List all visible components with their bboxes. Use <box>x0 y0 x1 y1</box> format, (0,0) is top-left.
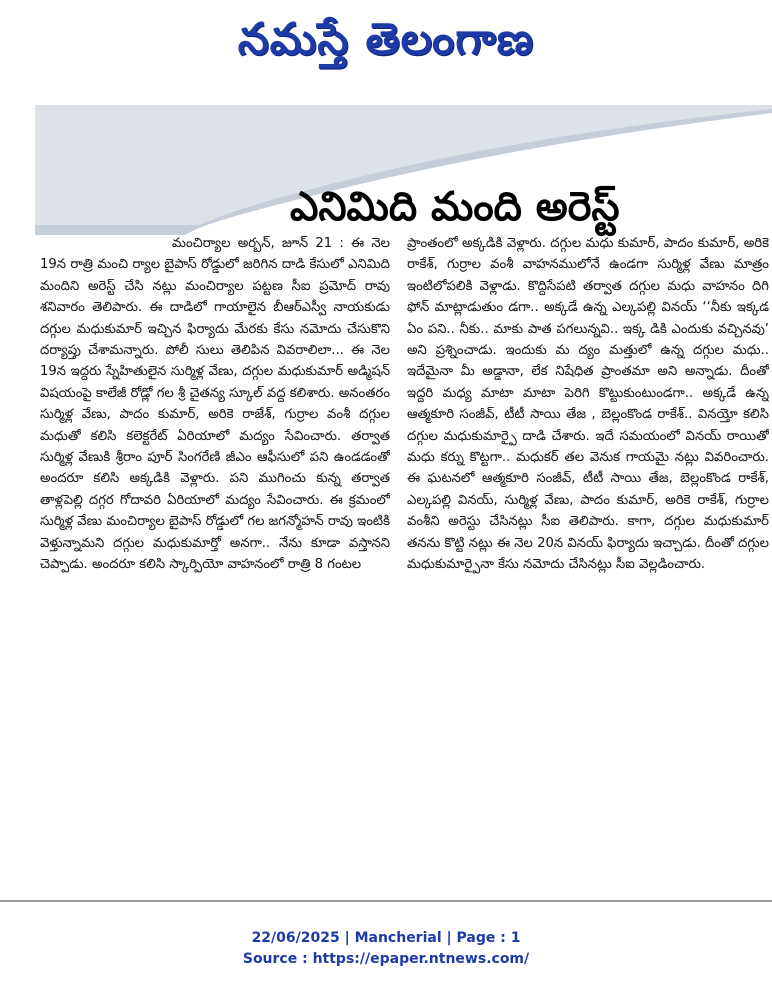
edition-info: 22/06/2025 | Mancherial | Page : 1 <box>251 930 521 946</box>
article-text-left: మంచిర్యాల అర్బన్, జూన్ 21 : ఈ నెల 19న రాత్రి మంచి ర్యాల బైపాస్ రోడ్డులో జరిగిన దాడి కేసులో ఎనిమిది మందిని అరెస్ట్ చేసి నట్లు మంచిర్యాల పట్టణ సీఐ ప్రమోద్ రావు శనివారం తెలిపారు. ఈ దాడిలో గాయాలైన బీఆర్ఎస్వీ నాయకుడు దగ్గుల మధుకుమార్ ఇచ్చిన ఫిర్యాదు మేరకు కేసు నమోదు చేసుకొని దర్యాప్తు చేశామన్నారు. పోలీ సులు తెలిపిన వివరాలిలా... ఈ నెల 19న ఇద్దరు స్నేహితులైన సుర్మిళ్ల వేణు, దగ్గుల మధుకుమార్ అడ్మిషన్ విషయంపై కాలేజీ రోడ్లో గల శ్రీ చైతన్య స్కూల్ వద్ద కలిశారు. అనంతరం సుర్మిళ్ల వేణు, పాదం కుమార్, అరికె రాజేశ్, గుర్రాల వంశీ దగ్గుల మధుతో కలిసి కలెక్టరేట్ ఏరియాలో మద్యం సేవించారు. తర్వాత సుర్మిళ్ల వేణుకి శ్రీరాం పూర్ సింగరేణి జీఎం ఆఫీసులో పని ఉండడంతో అందరూ కలిసి అక్కడికి వెళ్లారు. పని ముగించు కున్న తర్వాత తాళ్లపెల్లి దగ్గర గోదావరి ఏరియాలో మద్యం సేవించారు. ఈ క్రమంలో సుర్మిళ్ల వేణు మంచిర్యాల బైపాస్ రోడ్డులో గల జగన్మోహన్ రావు ఇంటికి వెళ్తున్నామని దగ్గుల మధుకుమార్తో అనగా.. నేను కూడా వస్తానని చెప్పాడు. అందరూ కలిసి స్కార్పియో వాహనంలో రాత్రి 8 గంటల <box>40 236 390 573</box>
article-text-right: ప్రాంతంలో అక్కడికి వెళ్లారు. దగ్గుల మధు కుమార్, పాదం కుమార్, అరికె రాకేశ్, గుర్రాల వంశీ వాహనములోనే ఉండగా సుర్మిళ్ల వేణు మాత్రం ఇంటిలోపలికి వెళ్లాడు. కొద్దిసేపటి తర్వాత దగ్గుల మధు వాహనం దిగి ఫోన్ మాట్లాడుతుం డగా.. అక్కడే ఉన్న ఎల్కపల్లి వినయ్ ‘‘నీకు ఇక్కడ ఏం పని.. నీకు.. మాకు పాత పగలున్నవి.. ఇక్క డికి ఎందుకు వచ్చినవు’ అని ప్రశ్నించాడు. ఇందుకు మ ద్యం మత్తులో ఉన్న దగ్గుల మధు.. ఇదేమైనా మీ అడ్డానా, లేక నిషేధిత ప్రాంతమా అని అన్నాడు. దీంతో ఇద్దరి మధ్య మాటా మాటా పెరిగి కొట్టుకుంటుండగా.. అక్కడే ఉన్న ఆత్మకూరి సంజీవ్, టీటీ సాయి తేజ , బెల్లంకొండ రాకేశ్.. వినయ్తో కలిసి దగ్గుల మధుకుమార్పై దాడి చేశారు. ఇదే సమయంలో వినయ్ రాయితో మధు కర్ను కొట్టగా.. మధుకర్ తల వెనుక గాయమై నట్లు వివరించారు. ఈ ఘటనలో ఆత్మకూరి సంజీవ్, టీటీ సాయి తేజ, బెల్లంకొండ రాకేశ్, ఎల్కపల్లి వినయ్, సుర్మిళ్ల వేణు, పాదం కుమార్, అరికె రాకేశ్, గుర్రాల వంశీని అరెస్టు చేసినట్లు సీఐ తెలిపారు. కాగా, దగ్గుల మధుకుమార్ తనను కొట్టి నట్లు ఈ నెల 20న వినయ్ ఫిర్యాదు ఇచ్చాడు. దీంతో దగ్గుల మధుకుమార్పైనా కేసు నమోదు చేసినట్లు సీఐ వెల్లడించారు. <box>407 236 769 573</box>
article-column-right <box>407 233 769 888</box>
source-link[interactable]: Source : https://epaper.ntnews.com/ <box>242 951 530 967</box>
masthead <box>0 0 772 90</box>
newspaper-logo: నమస్తే తెలంగాణ <box>237 14 535 65</box>
article-column-left <box>40 233 390 888</box>
page-footer <box>0 928 772 970</box>
news-clipping <box>35 105 772 892</box>
footer-divider <box>0 900 772 902</box>
article-headline: ఎనిమిది మంది అరెస్ట్ <box>290 183 620 230</box>
